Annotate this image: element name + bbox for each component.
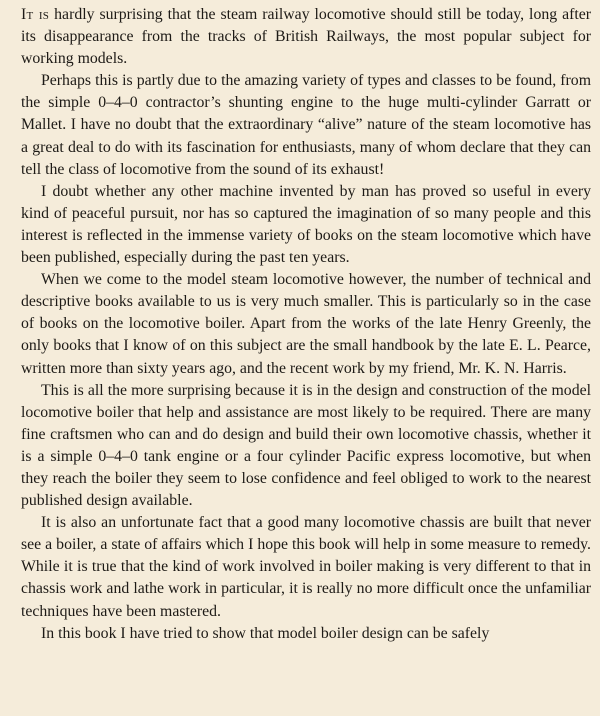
opening-text: hardly surprising that the steam railway locomotive should still be today, long after its disappearance from the tracks of British Railways, the most popular subject for working models. [21, 6, 592, 68]
paragraph: This is all the more surprising because it is in the design and construction of the model locomotive boiler that help and assistance are most likely to be required. There are many fine craftsmen who can and do design and build their own locomotive chassis, whether it is a simple 0–4–0 tank engine or a four cylinder Pacific express locomotive, but when they reach the boiler they seem to lose confidence and feel obliged to work to the nearest published design available. [21, 381, 591, 510]
paragraph: Perhaps this is partly due to the amazing variety of types and classes to be found, from the simple 0–4–0 contractor’s shunting engine to the huge multi-cylinder Garratt or Mallet. I have no doubt that the extraordinary “alive” nature of the steam locomotive has a great deal to do with its fascination for enthusiasts, many of whom declare that they can tell the class of locomotive from the sound of its exhaust! [21, 72, 591, 178]
paragraph-opening [21, 4, 591, 70]
paragraph: I doubt whether any other machine invented by man has proved so useful in every kind of peaceful pursuit, nor has so captured the imagination of so many people and this interest is reflected in the immense variety of books on the steam locomotive which have been published, especially during the past ten years. [21, 182, 591, 267]
body-text [21, 4, 591, 645]
opening-lead-in: It is [21, 6, 50, 23]
paragraph: When we come to the model steam locomotive however, the number of technical and descriptive books available to us is very much smaller. This is particularly so in the case of books on the locomotive boiler. Apart from the works of the late Henry Greenly, the only books that I know of on this subject are the small handbook by the late E. L. Pearce, written more than sixty years ago, and the recent work by my friend, Mr. K. N. Harris. [21, 271, 591, 377]
paragraph: It is also an unfortunate fact that a good many locomotive chassis are built that never see a boiler, a state of affairs which I hope this book will help in some measure to remedy. While it is true that the kind of work involved in boiler making is very different to that in chassis work and lathe work in particular, it is really no more difficult once the unfamiliar techniques have been mastered. [21, 514, 591, 620]
paragraph-last: In this book I have tried to show that model boiler design can be safely [41, 624, 490, 642]
